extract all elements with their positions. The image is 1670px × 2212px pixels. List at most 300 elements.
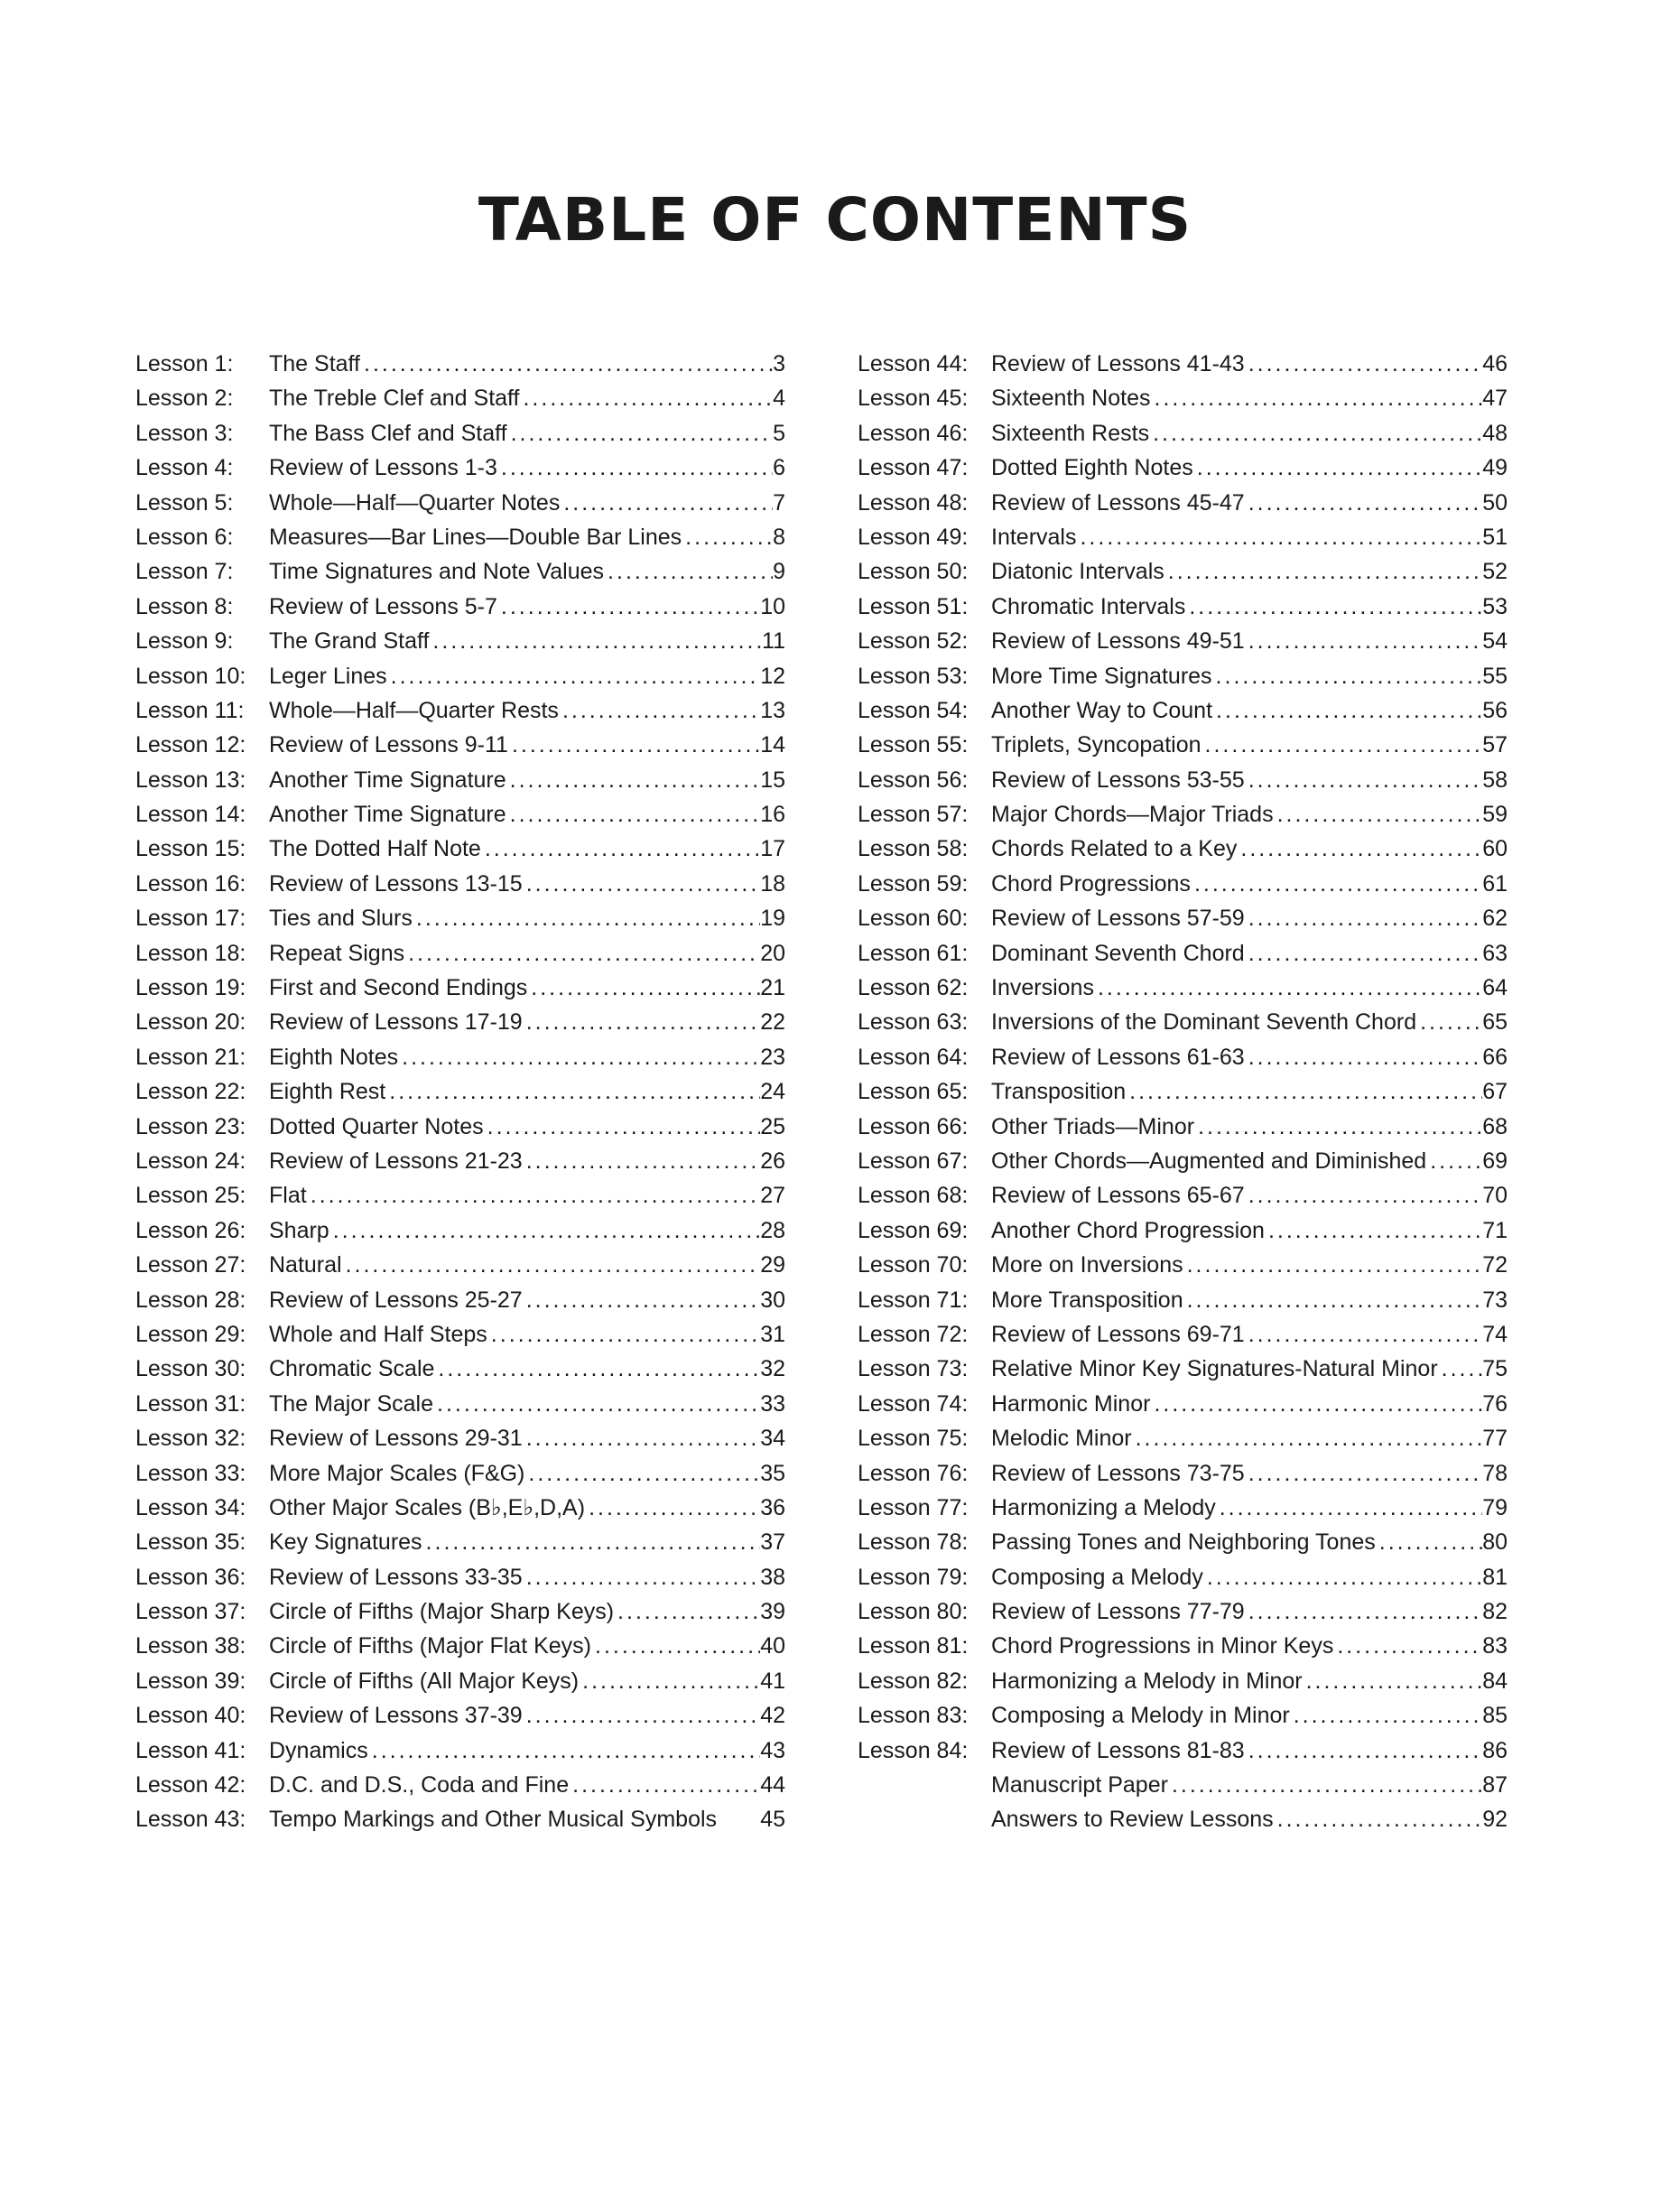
toc-right-column bbox=[858, 347, 1508, 1837]
page-number: 6 bbox=[773, 455, 785, 481]
dot-leader bbox=[1245, 763, 1482, 797]
dot-leader bbox=[614, 1594, 760, 1629]
page-number: 37 bbox=[760, 1529, 785, 1556]
toc-entry bbox=[858, 1005, 1508, 1039]
dot-leader bbox=[523, 1144, 760, 1178]
lesson-number: Lesson 38: bbox=[135, 1633, 246, 1659]
page-number: 42 bbox=[760, 1703, 785, 1729]
lesson-topic: Other Triads—Minor bbox=[991, 1113, 1195, 1139]
lesson-topic: Diatonic Intervals bbox=[991, 559, 1164, 585]
lesson-topic: Leger Lines bbox=[269, 663, 387, 689]
page-number: 29 bbox=[760, 1252, 785, 1278]
lesson-number: Lesson 14: bbox=[135, 802, 246, 828]
dot-leader bbox=[579, 1664, 760, 1698]
lesson-topic: Review of Lessons 53-55 bbox=[991, 767, 1245, 793]
lesson-number: Lesson 40: bbox=[135, 1703, 246, 1729]
lesson-number: Lesson 23: bbox=[135, 1113, 246, 1139]
toc-entry bbox=[135, 1005, 785, 1039]
lesson-number: Lesson 61: bbox=[858, 940, 969, 966]
toc-entry bbox=[858, 1317, 1508, 1352]
lesson-number: Lesson 35: bbox=[135, 1529, 246, 1556]
page-number: 87 bbox=[1482, 1772, 1508, 1798]
dot-leader bbox=[560, 486, 773, 520]
page-number: 71 bbox=[1482, 1217, 1508, 1243]
toc-entry bbox=[135, 797, 785, 832]
page-number: 14 bbox=[760, 732, 785, 758]
toc-entry bbox=[135, 1594, 785, 1629]
dot-leader bbox=[1150, 1387, 1482, 1421]
toc-entry bbox=[135, 1525, 785, 1559]
lesson-number: Lesson 74: bbox=[858, 1390, 969, 1417]
toc-entry bbox=[135, 1491, 785, 1525]
dot-leader bbox=[506, 763, 761, 797]
page-number: 35 bbox=[760, 1460, 785, 1486]
toc-entry bbox=[858, 1074, 1508, 1109]
lesson-number: Lesson 54: bbox=[858, 697, 969, 723]
dot-leader bbox=[1245, 347, 1482, 381]
lesson-topic: The Grand Staff bbox=[269, 628, 430, 655]
dot-leader bbox=[497, 451, 773, 485]
lesson-topic: Other Chords—Augmented and Diminished bbox=[991, 1148, 1427, 1174]
lesson-topic: Triplets, Syncopation bbox=[991, 732, 1201, 758]
page-number: 55 bbox=[1482, 663, 1508, 689]
toc-entry bbox=[135, 1629, 785, 1663]
toc-entry bbox=[858, 1248, 1508, 1282]
toc-entry bbox=[135, 832, 785, 866]
dot-leader bbox=[508, 728, 760, 762]
lesson-topic: Whole—Half—Quarter Rests bbox=[269, 697, 559, 723]
dot-leader bbox=[1245, 624, 1482, 658]
lesson-topic: More Time Signatures bbox=[991, 663, 1212, 689]
page-number: 5 bbox=[773, 420, 785, 446]
page-number: 83 bbox=[1482, 1633, 1508, 1659]
lesson-number: Lesson 12: bbox=[135, 732, 246, 758]
lesson-number: Lesson 51: bbox=[858, 593, 969, 619]
toc-entry bbox=[135, 901, 785, 935]
page-number: 24 bbox=[760, 1079, 785, 1105]
lesson-topic: Repeat Signs bbox=[269, 940, 405, 966]
lesson-topic: Dotted Eighth Notes bbox=[991, 455, 1193, 481]
dot-leader bbox=[506, 797, 761, 832]
lesson-topic: Circle of Fifths (Major Sharp Keys) bbox=[269, 1599, 615, 1625]
toc-entry bbox=[858, 1144, 1508, 1178]
lesson-topic: Sixteenth Rests bbox=[991, 420, 1150, 446]
toc-entry bbox=[135, 554, 785, 589]
toc-entry bbox=[858, 1213, 1508, 1248]
toc-entry bbox=[858, 1802, 1508, 1836]
dot-leader bbox=[398, 1040, 760, 1074]
toc-entry bbox=[858, 693, 1508, 728]
dot-leader bbox=[1193, 451, 1482, 485]
toc-entry bbox=[135, 867, 785, 901]
lesson-topic: Circle of Fifths (All Major Keys) bbox=[269, 1668, 580, 1694]
dot-leader bbox=[1376, 1525, 1482, 1559]
lesson-topic: Review of Lessons 9-11 bbox=[269, 732, 508, 758]
toc-entry bbox=[858, 1456, 1508, 1491]
page-number: 4 bbox=[773, 386, 785, 412]
dot-leader bbox=[1416, 1005, 1482, 1039]
toc-entry bbox=[858, 1387, 1508, 1421]
lesson-topic: Another Way to Count bbox=[991, 697, 1213, 723]
lesson-number: Lesson 29: bbox=[135, 1321, 246, 1347]
page-number: 33 bbox=[760, 1390, 785, 1417]
dot-leader bbox=[1333, 1629, 1482, 1663]
toc-entry bbox=[135, 763, 785, 797]
toc-entry bbox=[858, 1110, 1508, 1144]
lesson-number: Lesson 26: bbox=[135, 1217, 246, 1243]
page-number: 10 bbox=[760, 593, 785, 619]
page-number: 18 bbox=[760, 870, 785, 897]
dot-leader bbox=[523, 1560, 760, 1594]
dot-leader bbox=[307, 1178, 761, 1213]
toc-entry bbox=[858, 1283, 1508, 1317]
lesson-number: Lesson 9: bbox=[135, 628, 234, 655]
dot-leader bbox=[481, 832, 760, 866]
page-number: 25 bbox=[760, 1113, 785, 1139]
dot-leader bbox=[1126, 1074, 1482, 1109]
lesson-topic: The Dotted Half Note bbox=[269, 836, 481, 862]
page-number: 49 bbox=[1482, 455, 1508, 481]
dot-leader bbox=[360, 347, 773, 381]
toc-entry bbox=[858, 901, 1508, 935]
page-number: 39 bbox=[760, 1599, 785, 1625]
toc-entry bbox=[135, 1664, 785, 1698]
lesson-number: Lesson 73: bbox=[858, 1356, 969, 1382]
lesson-topic: Dotted Quarter Notes bbox=[269, 1113, 484, 1139]
toc-entry bbox=[858, 451, 1508, 485]
toc-entry bbox=[135, 1074, 785, 1109]
toc-entry bbox=[858, 347, 1508, 381]
lesson-topic: Composing a Melody in Minor bbox=[991, 1703, 1290, 1729]
lesson-topic: D.C. and D.S., Coda and Fine bbox=[269, 1772, 570, 1798]
page-number: 63 bbox=[1482, 940, 1508, 966]
lesson-topic: Dynamics bbox=[269, 1737, 368, 1763]
lesson-topic: Sharp bbox=[269, 1217, 329, 1243]
lesson-number: Lesson 44: bbox=[858, 351, 969, 376]
lesson-topic: Answers to Review Lessons bbox=[991, 1807, 1274, 1833]
lesson-topic: More on Inversions bbox=[991, 1252, 1183, 1278]
dot-leader bbox=[523, 1005, 760, 1039]
lesson-number: Lesson 46: bbox=[858, 420, 969, 446]
dot-leader bbox=[1216, 1491, 1482, 1525]
lesson-number: Lesson 7: bbox=[135, 559, 234, 585]
lesson-number: Lesson 80: bbox=[858, 1599, 969, 1625]
lesson-number: Lesson 70: bbox=[858, 1252, 969, 1278]
lesson-topic: Relative Minor Key Signatures-Natural Minor bbox=[991, 1356, 1438, 1382]
dot-leader bbox=[1212, 693, 1482, 728]
toc-entry bbox=[858, 1629, 1508, 1663]
toc-entry bbox=[135, 1560, 785, 1594]
lesson-number: Lesson 45: bbox=[858, 386, 969, 412]
lesson-number: Lesson 67: bbox=[858, 1148, 969, 1174]
toc-entry bbox=[135, 1456, 785, 1491]
page-number: 16 bbox=[760, 802, 785, 828]
toc-entry bbox=[135, 486, 785, 520]
lesson-number: Lesson 31: bbox=[135, 1390, 246, 1417]
toc-entry bbox=[858, 554, 1508, 589]
lesson-topic: The Bass Clef and Staff bbox=[269, 420, 507, 446]
lesson-number: Lesson 27: bbox=[135, 1252, 246, 1278]
lesson-topic: Passing Tones and Neighboring Tones bbox=[991, 1529, 1376, 1556]
lesson-topic: More Major Scales (F&G) bbox=[269, 1460, 525, 1486]
page-number: 74 bbox=[1482, 1321, 1508, 1347]
lesson-number: Lesson 50: bbox=[858, 559, 969, 585]
dot-leader bbox=[682, 520, 773, 554]
toc-entry bbox=[858, 624, 1508, 658]
toc-entry bbox=[858, 1698, 1508, 1733]
dot-leader bbox=[523, 867, 760, 901]
page-number: 50 bbox=[1482, 489, 1508, 516]
lesson-topic: Inversions bbox=[991, 975, 1094, 1001]
toc-entry bbox=[858, 1525, 1508, 1559]
page-number: 46 bbox=[1482, 351, 1508, 376]
lesson-topic: Intervals bbox=[991, 524, 1077, 550]
lesson-topic: Composing a Melody bbox=[991, 1564, 1203, 1590]
page-number: 26 bbox=[760, 1148, 785, 1174]
toc-entry bbox=[858, 1594, 1508, 1629]
lesson-number: Lesson 41: bbox=[135, 1737, 246, 1763]
toc-entry bbox=[135, 451, 785, 485]
page-number: 51 bbox=[1482, 524, 1508, 550]
dot-leader bbox=[1265, 1213, 1482, 1248]
dot-leader bbox=[385, 1074, 760, 1109]
toc-entry bbox=[135, 1040, 785, 1074]
page-number: 9 bbox=[773, 559, 785, 585]
lesson-topic: Review of Lessons 29-31 bbox=[269, 1426, 523, 1452]
lesson-topic: Review of Lessons 5-7 bbox=[269, 593, 497, 619]
toc-entry bbox=[135, 381, 785, 415]
toc-entry bbox=[135, 1317, 785, 1352]
page-number: 30 bbox=[760, 1287, 785, 1313]
lesson-topic: Manuscript Paper bbox=[991, 1772, 1168, 1798]
lesson-number: Lesson 37: bbox=[135, 1599, 246, 1625]
dot-leader bbox=[329, 1213, 760, 1248]
lesson-number: Lesson 28: bbox=[135, 1287, 246, 1313]
toc-entry bbox=[135, 1802, 785, 1836]
toc-entry bbox=[135, 936, 785, 971]
toc-entry bbox=[858, 381, 1508, 415]
toc-entry bbox=[135, 971, 785, 1005]
dot-leader bbox=[1274, 797, 1483, 832]
page-number: 41 bbox=[760, 1668, 785, 1694]
toc-entry bbox=[135, 1213, 785, 1248]
lesson-topic: Review of Lessons 17-19 bbox=[269, 1009, 523, 1036]
dot-leader bbox=[519, 381, 773, 415]
lesson-topic: Another Time Signature bbox=[269, 802, 506, 828]
lesson-topic: Dominant Seventh Chord bbox=[991, 940, 1245, 966]
lesson-topic: Harmonizing a Melody bbox=[991, 1494, 1216, 1520]
page-number: 34 bbox=[760, 1426, 785, 1452]
page-number: 65 bbox=[1482, 1009, 1508, 1036]
page-number: 45 bbox=[760, 1807, 785, 1833]
page-number: 75 bbox=[1482, 1356, 1508, 1382]
page-number: 28 bbox=[760, 1217, 785, 1243]
lesson-topic: Measures—Bar Lines—Double Bar Lines bbox=[269, 524, 682, 550]
dot-leader bbox=[434, 1352, 760, 1386]
lesson-topic: Review of Lessons 45-47 bbox=[991, 489, 1245, 516]
page-number: 3 bbox=[773, 351, 785, 376]
page-number: 19 bbox=[760, 906, 785, 932]
dot-leader bbox=[422, 1525, 761, 1559]
lesson-number: Lesson 42: bbox=[135, 1772, 246, 1798]
lesson-number: Lesson 13: bbox=[135, 767, 246, 793]
toc-entry bbox=[135, 1248, 785, 1282]
lesson-number: Lesson 55: bbox=[858, 732, 969, 758]
dot-leader bbox=[1245, 486, 1482, 520]
lesson-number: Lesson 10: bbox=[135, 663, 246, 689]
lesson-topic: Chord Progressions in Minor Keys bbox=[991, 1633, 1334, 1659]
toc-entry bbox=[135, 1733, 785, 1768]
lesson-number: Lesson 24: bbox=[135, 1148, 246, 1174]
lesson-number: Lesson 57: bbox=[858, 802, 969, 828]
toc-entry bbox=[858, 971, 1508, 1005]
dot-leader bbox=[1149, 416, 1482, 451]
dot-leader bbox=[1185, 590, 1482, 624]
toc-entry bbox=[135, 624, 785, 658]
lesson-topic: Key Signatures bbox=[269, 1529, 422, 1556]
page-number: 76 bbox=[1482, 1390, 1508, 1417]
lesson-number: Lesson 76: bbox=[858, 1460, 969, 1486]
page-number: 22 bbox=[760, 1009, 785, 1036]
dot-leader bbox=[604, 554, 773, 589]
lesson-topic: Review of Lessons 41-43 bbox=[991, 351, 1245, 376]
page-number: 70 bbox=[1482, 1183, 1508, 1209]
dot-leader bbox=[1168, 1768, 1482, 1802]
dot-leader bbox=[1237, 832, 1482, 866]
lesson-number: Lesson 2: bbox=[135, 386, 234, 412]
lesson-topic: Harmonic Minor bbox=[991, 1390, 1151, 1417]
lesson-number: Lesson 5: bbox=[135, 489, 234, 516]
dot-leader bbox=[1132, 1421, 1483, 1455]
lesson-topic: Another Time Signature bbox=[269, 767, 506, 793]
lesson-number: Lesson 43: bbox=[135, 1807, 246, 1833]
dot-leader bbox=[1245, 901, 1482, 935]
dot-leader bbox=[524, 1456, 760, 1491]
dot-leader bbox=[1203, 1560, 1482, 1594]
lesson-number: Lesson 15: bbox=[135, 836, 246, 862]
toc-entry bbox=[858, 486, 1508, 520]
toc-entry bbox=[135, 1421, 785, 1455]
page-number: 58 bbox=[1482, 767, 1508, 793]
page-number: 53 bbox=[1482, 593, 1508, 619]
toc-entry bbox=[858, 763, 1508, 797]
toc-entry bbox=[135, 520, 785, 554]
lesson-number: Lesson 52: bbox=[858, 628, 969, 655]
page-number: 13 bbox=[760, 697, 785, 723]
dot-leader bbox=[1245, 1456, 1482, 1491]
page-number: 21 bbox=[760, 975, 785, 1001]
lesson-number: Lesson 78: bbox=[858, 1529, 969, 1556]
page-number: 32 bbox=[760, 1356, 785, 1382]
lesson-number: Lesson 20: bbox=[135, 1009, 246, 1036]
dot-leader bbox=[1191, 867, 1482, 901]
lesson-topic: Review of Lessons 1-3 bbox=[269, 455, 497, 481]
page-number: 36 bbox=[760, 1494, 785, 1520]
lesson-number: Lesson 72: bbox=[858, 1321, 969, 1347]
lesson-topic: Chords Related to a Key bbox=[991, 836, 1238, 862]
dot-leader bbox=[497, 590, 760, 624]
lesson-number: Lesson 75: bbox=[858, 1426, 969, 1452]
dot-leader bbox=[1094, 971, 1482, 1005]
lesson-number: Lesson 81: bbox=[858, 1633, 969, 1659]
lesson-topic: Melodic Minor bbox=[991, 1426, 1132, 1452]
dot-leader bbox=[487, 1317, 760, 1352]
dot-leader bbox=[1438, 1352, 1483, 1386]
lesson-topic: Chromatic Scale bbox=[269, 1356, 435, 1382]
lesson-topic: Review of Lessons 65-67 bbox=[991, 1183, 1245, 1209]
lesson-number: Lesson 63: bbox=[858, 1009, 969, 1036]
lesson-topic: Review of Lessons 33-35 bbox=[269, 1564, 523, 1590]
dot-leader bbox=[1274, 1802, 1483, 1836]
toc-entry bbox=[858, 728, 1508, 762]
lesson-number: Lesson 48: bbox=[858, 489, 969, 516]
lesson-number: Lesson 77: bbox=[858, 1494, 969, 1520]
page-number: 92 bbox=[1482, 1807, 1508, 1833]
dot-leader bbox=[429, 624, 762, 658]
lesson-topic: Whole and Half Steps bbox=[269, 1321, 487, 1347]
page-number: 68 bbox=[1482, 1113, 1508, 1139]
page-number: 56 bbox=[1482, 697, 1508, 723]
page-number: 47 bbox=[1482, 386, 1508, 412]
dot-leader bbox=[527, 971, 760, 1005]
lesson-topic: First and Second Endings bbox=[269, 975, 528, 1001]
lesson-topic: Review of Lessons 37-39 bbox=[269, 1703, 523, 1729]
dot-leader bbox=[1201, 728, 1483, 762]
lesson-topic: Review of Lessons 25-27 bbox=[269, 1287, 523, 1313]
lesson-number: Lesson 4: bbox=[135, 455, 234, 481]
page-number: 60 bbox=[1482, 836, 1508, 862]
toc-entry bbox=[135, 1283, 785, 1317]
page-number: 62 bbox=[1482, 906, 1508, 932]
lesson-number: Lesson 17: bbox=[135, 906, 246, 932]
page-number: 17 bbox=[760, 836, 785, 862]
lesson-topic: Transposition bbox=[991, 1079, 1127, 1105]
toc-entry bbox=[858, 832, 1508, 866]
page-title: TABLE OF CONTENTS bbox=[478, 185, 1192, 255]
page-number: 80 bbox=[1482, 1529, 1508, 1556]
lesson-number: Lesson 83: bbox=[858, 1703, 969, 1729]
toc-entry bbox=[858, 1352, 1508, 1386]
lesson-number: Lesson 49: bbox=[858, 524, 969, 550]
page-number: 72 bbox=[1482, 1252, 1508, 1278]
toc-entry bbox=[135, 693, 785, 728]
lesson-topic: Eighth Notes bbox=[269, 1044, 399, 1070]
dot-leader bbox=[1212, 659, 1483, 693]
lesson-number: Lesson 25: bbox=[135, 1183, 246, 1209]
lesson-topic: The Staff bbox=[269, 351, 360, 376]
dot-leader bbox=[1290, 1698, 1482, 1733]
dot-leader bbox=[1426, 1144, 1482, 1178]
dot-leader bbox=[484, 1110, 761, 1144]
lesson-topic: Flat bbox=[269, 1183, 307, 1209]
toc-entry bbox=[135, 1698, 785, 1733]
toc-entry bbox=[858, 1491, 1508, 1525]
dot-leader bbox=[1194, 1110, 1482, 1144]
lesson-number: Lesson 59: bbox=[858, 870, 969, 897]
lesson-topic: Review of Lessons 13-15 bbox=[269, 870, 523, 897]
lesson-topic: The Treble Clef and Staff bbox=[269, 386, 520, 412]
lesson-number: Lesson 39: bbox=[135, 1668, 246, 1694]
lesson-topic: Chord Progressions bbox=[991, 870, 1191, 897]
dot-leader bbox=[1183, 1283, 1483, 1317]
page-number: 79 bbox=[1482, 1494, 1508, 1520]
toc-entry bbox=[858, 1421, 1508, 1455]
dot-leader bbox=[1245, 936, 1482, 971]
lesson-topic: Review of Lessons 77-79 bbox=[991, 1599, 1245, 1625]
dot-leader bbox=[413, 901, 760, 935]
lesson-number: Lesson 84: bbox=[858, 1737, 969, 1763]
lesson-number: Lesson 30: bbox=[135, 1356, 246, 1382]
